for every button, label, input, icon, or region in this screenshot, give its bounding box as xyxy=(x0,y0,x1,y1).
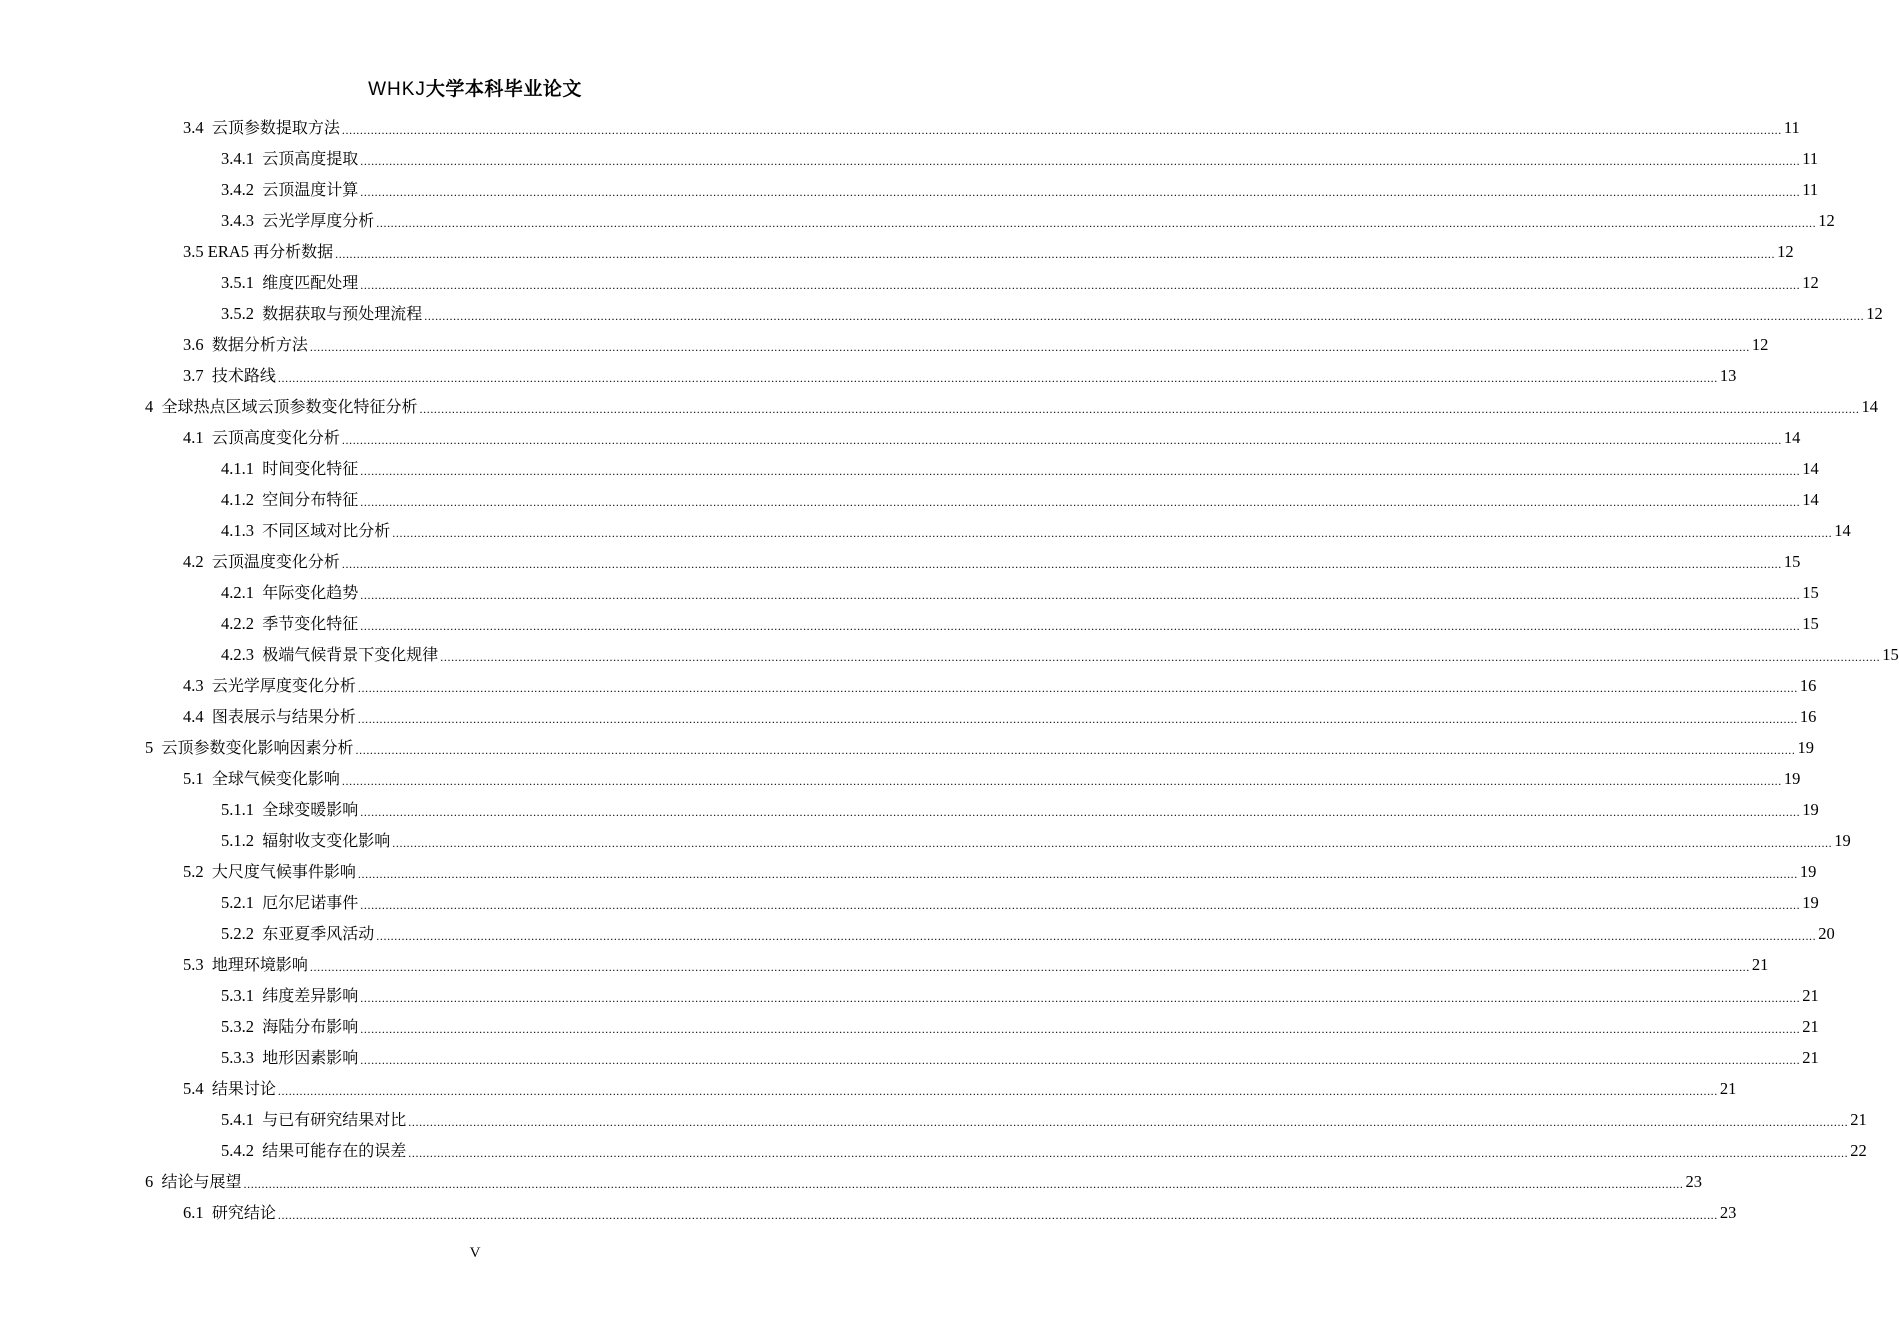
toc-entry[interactable] xyxy=(0,143,1819,174)
table-of-contents xyxy=(0,112,1899,1228)
toc-entry-page: 14 xyxy=(1861,397,1879,416)
toc-entry-page: 11 xyxy=(1783,118,1800,137)
toc-dot-leader: ................................................................................................................................................................................................................................................................................................................................................................................................................ xyxy=(309,960,1750,974)
toc-entry[interactable] xyxy=(0,1197,1737,1228)
toc-dot-leader: ................................................................................................................................................................................................................................................................................................................................................................................................................ xyxy=(355,743,1796,757)
toc-entry-page: 19 xyxy=(1802,893,1819,912)
toc-dot-leader: ................................................................................................................................................................................................................................................................................................................................................................................................................ xyxy=(357,712,1798,726)
toc-entry-number: 3.4.3 xyxy=(221,211,263,230)
toc-entry-title: 全球气候变化影响 xyxy=(211,769,340,788)
toc-entry-page: 12 xyxy=(1818,211,1835,230)
toc-entry-title: 空间分布特征 xyxy=(262,490,359,509)
header-title: 大学本科毕业论文 xyxy=(425,78,582,100)
toc-dot-leader: ................................................................................................................................................................................................................................................................................................................................................................................................................ xyxy=(424,309,1865,323)
toc-entry-number: 3.4.1 xyxy=(221,149,263,168)
toc-dot-leader: ................................................................................................................................................................................................................................................................................................................................................................................................................ xyxy=(360,154,1801,168)
toc-entry-number: 3.4 xyxy=(183,118,212,137)
toc-entry-number: 5.3 xyxy=(183,955,212,974)
toc-entry-page: 19 xyxy=(1802,800,1819,819)
toc-dot-leader: ................................................................................................................................................................................................................................................................................................................................................................................................................ xyxy=(360,185,1801,199)
toc-entry[interactable] xyxy=(0,360,1737,391)
toc-entry[interactable] xyxy=(0,1042,1819,1073)
toc-entry-page: 16 xyxy=(1799,676,1817,695)
toc-entry-page: 15 xyxy=(1802,583,1819,602)
page-header xyxy=(0,74,950,101)
toc-entry[interactable] xyxy=(0,639,1899,670)
toc-entry[interactable] xyxy=(0,546,1801,577)
toc-entry-page: 21 xyxy=(1802,1017,1819,1036)
toc-dot-leader: ................................................................................................................................................................................................................................................................................................................................................................................................................ xyxy=(360,588,1801,602)
toc-entry-title: 云光学厚度分析 xyxy=(262,211,375,230)
toc-entry-title: 云顶高度变化分析 xyxy=(211,428,340,447)
toc-entry[interactable] xyxy=(0,329,1769,360)
toc-entry[interactable] xyxy=(0,267,1819,298)
toc-entry-number: 4.2.3 xyxy=(221,645,263,664)
toc-entry-page: 12 xyxy=(1751,335,1769,354)
toc-entry-number: 4.4 xyxy=(183,707,212,726)
toc-entry-title: 云顶温度变化分析 xyxy=(211,552,340,571)
toc-entry-number: 3.4.2 xyxy=(221,180,263,199)
toc-entry-number: 3.5.2 xyxy=(221,304,263,323)
toc-entry-title: 东亚夏季风活动 xyxy=(262,924,375,943)
toc-entry-title: 极端气候背景下变化规律 xyxy=(262,645,439,664)
toc-entry-number: 4.1.1 xyxy=(221,459,263,478)
toc-dot-leader: ................................................................................................................................................................................................................................................................................................................................................................................................................ xyxy=(277,371,1718,385)
toc-entry-page: 12 xyxy=(1777,242,1794,261)
toc-entry-page: 22 xyxy=(1850,1141,1867,1160)
toc-entry[interactable] xyxy=(0,174,1819,205)
toc-dot-leader: ................................................................................................................................................................................................................................................................................................................................................................................................................ xyxy=(376,216,1817,230)
toc-dot-leader: ................................................................................................................................................................................................................................................................................................................................................................................................................ xyxy=(360,898,1801,912)
toc-dot-leader: ................................................................................................................................................................................................................................................................................................................................................................................................................ xyxy=(360,991,1801,1005)
toc-entry-number: 6 xyxy=(145,1172,162,1191)
toc-entry-page: 14 xyxy=(1783,428,1801,447)
toc-entry[interactable] xyxy=(0,515,1851,546)
toc-dot-leader: ................................................................................................................................................................................................................................................................................................................................................................................................................ xyxy=(440,650,1881,664)
toc-entry-number: 4 xyxy=(145,397,162,416)
toc-entry-title: 地形因素影响 xyxy=(262,1048,359,1067)
toc-entry-page: 12 xyxy=(1866,304,1883,323)
toc-entry-title: 纬度差异影响 xyxy=(262,986,359,1005)
toc-entry-page: 11 xyxy=(1802,180,1819,199)
toc-entry[interactable] xyxy=(0,887,1819,918)
toc-entry-title: 结果讨论 xyxy=(211,1079,276,1098)
toc-entry-page: 19 xyxy=(1799,862,1817,881)
toc-entry-title: 维度匹配处理 xyxy=(262,273,359,292)
toc-entry-title: 技术路线 xyxy=(211,366,276,385)
toc-entry-page: 21 xyxy=(1719,1079,1737,1098)
toc-entry-number: 4.3 xyxy=(183,676,212,695)
toc-entry[interactable] xyxy=(0,918,1835,949)
toc-dot-leader: ................................................................................................................................................................................................................................................................................................................................................................................................................ xyxy=(360,619,1801,633)
toc-entry-title: 数据获取与预处理流程 xyxy=(262,304,423,323)
page-number: V xyxy=(469,1245,481,1261)
toc-entry[interactable] xyxy=(0,670,1817,701)
toc-entry-title: 图表展示与结果分析 xyxy=(211,707,356,726)
toc-entry[interactable] xyxy=(0,298,1883,329)
toc-dot-leader: ................................................................................................................................................................................................................................................................................................................................................................................................................ xyxy=(341,774,1782,788)
toc-entry-title: 全球变暖影响 xyxy=(262,800,359,819)
toc-entry-page: 19 xyxy=(1834,831,1851,850)
toc-entry[interactable] xyxy=(0,980,1819,1011)
toc-dot-leader: ................................................................................................................................................................................................................................................................................................................................................................................................................ xyxy=(341,433,1782,447)
toc-dot-leader: ................................................................................................................................................................................................................................................................................................................................................................................................................ xyxy=(392,836,1833,850)
toc-entry[interactable] xyxy=(0,608,1819,639)
toc-entry-number: 4.1 xyxy=(183,428,212,447)
toc-entry-number: 5.4.1 xyxy=(221,1110,263,1129)
toc-entry-number: 5.4.2 xyxy=(221,1141,263,1160)
toc-entry-title: 数据分析方法 xyxy=(211,335,308,354)
toc-entry-title: 海陆分布影响 xyxy=(262,1017,359,1036)
toc-entry[interactable] xyxy=(0,825,1851,856)
toc-entry-title: 厄尔尼诺事件 xyxy=(262,893,359,912)
toc-entry[interactable] xyxy=(0,484,1819,515)
toc-entry[interactable] xyxy=(0,701,1817,732)
toc-entry-page: 23 xyxy=(1685,1172,1703,1191)
toc-entry-title: 年际变化趋势 xyxy=(262,583,359,602)
toc-entry-page: 21 xyxy=(1850,1110,1867,1129)
toc-entry[interactable] xyxy=(0,763,1801,794)
toc-entry-page: 21 xyxy=(1751,955,1769,974)
toc-entry[interactable] xyxy=(0,391,1879,422)
toc-entry-page: 23 xyxy=(1719,1203,1737,1222)
toc-entry-title: 大尺度气候事件影响 xyxy=(211,862,356,881)
toc-entry-number: 5.2.2 xyxy=(221,924,263,943)
toc-entry-page: 14 xyxy=(1834,521,1851,540)
toc-entry-number: 3.5 ERA5 xyxy=(183,242,254,261)
toc-entry-title: 不同区域对比分析 xyxy=(262,521,391,540)
toc-entry[interactable] xyxy=(0,205,1835,236)
toc-entry[interactable] xyxy=(0,1135,1867,1166)
toc-entry-title: 季节变化特征 xyxy=(262,614,359,633)
toc-entry-page: 19 xyxy=(1783,769,1801,788)
toc-entry-title: 辐射收支变化影响 xyxy=(262,831,391,850)
toc-entry-title: 时间变化特征 xyxy=(262,459,359,478)
toc-dot-leader: ................................................................................................................................................................................................................................................................................................................................................................................................................ xyxy=(376,929,1817,943)
toc-dot-leader: ................................................................................................................................................................................................................................................................................................................................................................................................................ xyxy=(360,805,1801,819)
toc-entry-title: 云顶高度提取 xyxy=(262,149,359,168)
toc-entry-number: 4.2.2 xyxy=(221,614,263,633)
toc-entry[interactable] xyxy=(0,856,1817,887)
toc-entry-number: 4.1.2 xyxy=(221,490,263,509)
toc-entry-title: 结果可能存在的误差 xyxy=(262,1141,407,1160)
toc-entry-number: 3.7 xyxy=(183,366,212,385)
toc-dot-leader: ................................................................................................................................................................................................................................................................................................................................................................................................................ xyxy=(357,867,1798,881)
toc-entry-page: 21 xyxy=(1802,1048,1819,1067)
toc-entry-page: 20 xyxy=(1818,924,1835,943)
toc-entry-number: 4.2.1 xyxy=(221,583,263,602)
toc-dot-leader: ................................................................................................................................................................................................................................................................................................................................................................................................................ xyxy=(360,1053,1801,1067)
toc-dot-leader: ................................................................................................................................................................................................................................................................................................................................................................................................................ xyxy=(341,557,1782,571)
toc-entry-number: 4.1.3 xyxy=(221,521,263,540)
toc-entry[interactable] xyxy=(0,1073,1737,1104)
toc-entry[interactable] xyxy=(0,1166,1703,1197)
toc-entry-title: 全球热点区域云顶参数变化特征分析 xyxy=(161,397,418,416)
toc-entry-number: 5.2 xyxy=(183,862,212,881)
toc-entry-number: 5.4 xyxy=(183,1079,212,1098)
toc-entry-page: 15 xyxy=(1882,645,1899,664)
toc-entry-number: 5.1 xyxy=(183,769,212,788)
toc-dot-leader: ................................................................................................................................................................................................................................................................................................................................................................................................................ xyxy=(277,1084,1718,1098)
toc-entry-title: 结论与展望 xyxy=(161,1172,242,1191)
toc-entry-title: 再分析数据 xyxy=(253,242,334,261)
toc-dot-leader: ................................................................................................................................................................................................................................................................................................................................................................................................................ xyxy=(360,278,1801,292)
toc-dot-leader: ................................................................................................................................................................................................................................................................................................................................................................................................................ xyxy=(360,464,1801,478)
header-latin: WHKJ xyxy=(368,79,426,100)
toc-entry-title: 与已有研究结果对比 xyxy=(262,1110,407,1129)
toc-entry-number: 5.3.1 xyxy=(221,986,263,1005)
toc-dot-leader: ................................................................................................................................................................................................................................................................................................................................................................................................................ xyxy=(341,123,1782,137)
toc-entry-number: 5.1.1 xyxy=(221,800,263,819)
toc-entry-page: 16 xyxy=(1799,707,1817,726)
toc-entry-page: 14 xyxy=(1802,459,1819,478)
toc-dot-leader: ................................................................................................................................................................................................................................................................................................................................................................................................................ xyxy=(309,340,1750,354)
toc-entry-page: 15 xyxy=(1783,552,1801,571)
toc-dot-leader: ................................................................................................................................................................................................................................................................................................................................................................................................................ xyxy=(277,1208,1718,1222)
toc-entry-page: 21 xyxy=(1802,986,1819,1005)
toc-entry[interactable] xyxy=(0,1104,1867,1135)
toc-entry-title: 地理环境影响 xyxy=(211,955,308,974)
toc-dot-leader: ................................................................................................................................................................................................................................................................................................................................................................................................................ xyxy=(408,1115,1849,1129)
toc-dot-leader: ................................................................................................................................................................................................................................................................................................................................................................................................................ xyxy=(360,495,1801,509)
toc-entry[interactable] xyxy=(0,732,1815,763)
toc-entry-number: 6.1 xyxy=(183,1203,212,1222)
toc-entry-number: 4.2 xyxy=(183,552,212,571)
toc-entry-title: 云光学厚度变化分析 xyxy=(211,676,356,695)
toc-entry[interactable] xyxy=(0,577,1819,608)
toc-entry-page: 14 xyxy=(1802,490,1819,509)
toc-entry-page: 19 xyxy=(1797,738,1815,757)
toc-entry-number: 5.1.2 xyxy=(221,831,263,850)
toc-entry-number: 3.6 xyxy=(183,335,212,354)
toc-entry-page: 11 xyxy=(1802,149,1819,168)
toc-dot-leader: ................................................................................................................................................................................................................................................................................................................................................................................................................ xyxy=(360,1022,1801,1036)
toc-entry-title: 云顶参数提取方法 xyxy=(211,118,340,137)
toc-entry[interactable] xyxy=(0,1011,1819,1042)
toc-entry-title: 研究结论 xyxy=(211,1203,276,1222)
toc-entry-title: 云顶参数变化影响因素分析 xyxy=(161,738,354,757)
toc-entry-title: 云顶温度计算 xyxy=(262,180,359,199)
toc-entry-number: 5.3.3 xyxy=(221,1048,263,1067)
toc-entry-number: 5.2.1 xyxy=(221,893,263,912)
toc-entry[interactable] xyxy=(0,422,1801,453)
toc-dot-leader: ................................................................................................................................................................................................................................................................................................................................................................................................................ xyxy=(357,681,1798,695)
toc-entry[interactable] xyxy=(0,112,1800,143)
toc-dot-leader: ................................................................................................................................................................................................................................................................................................................................................................................................................ xyxy=(243,1177,1684,1191)
toc-dot-leader: ................................................................................................................................................................................................................................................................................................................................................................................................................ xyxy=(408,1146,1849,1160)
toc-entry[interactable] xyxy=(0,794,1819,825)
toc-entry[interactable] xyxy=(0,453,1819,484)
toc-entry-page: 15 xyxy=(1802,614,1819,633)
toc-entry-number: 3.5.1 xyxy=(221,273,263,292)
toc-entry-page: 12 xyxy=(1802,273,1819,292)
toc-dot-leader: ................................................................................................................................................................................................................................................................................................................................................................................................................ xyxy=(419,402,1860,416)
toc-entry[interactable] xyxy=(0,236,1794,267)
toc-entry-number: 5.3.2 xyxy=(221,1017,263,1036)
toc-dot-leader: ................................................................................................................................................................................................................................................................................................................................................................................................................ xyxy=(335,247,1776,261)
toc-entry[interactable] xyxy=(0,949,1769,980)
toc-entry-page: 13 xyxy=(1719,366,1737,385)
toc-dot-leader: ................................................................................................................................................................................................................................................................................................................................................................................................................ xyxy=(392,526,1833,540)
toc-entry-number: 5 xyxy=(145,738,162,757)
